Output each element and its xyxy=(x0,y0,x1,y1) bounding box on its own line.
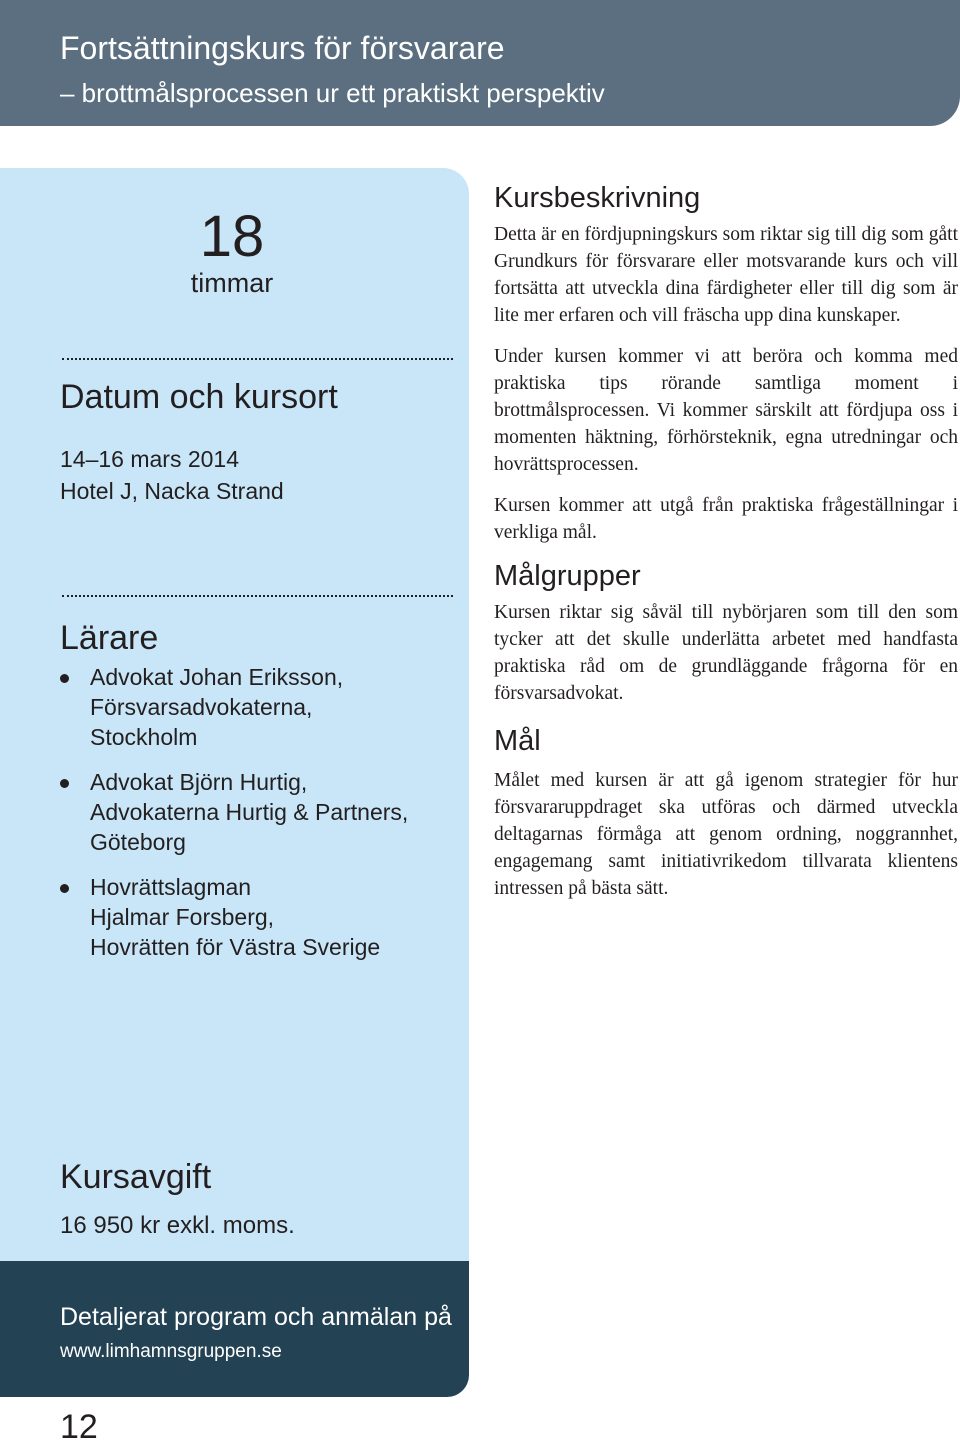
goal-paragraph: Målet med kursen är att gå igenom strategier för hur försvararuppdraget ska utföras och därmed utveckla deltagarnas förmåga att genom ordning, noggrannhet, engagemang samt initiativrikedom tillvarata klientens intressen på bästa sätt. xyxy=(494,770,958,899)
description-paragraph: Kursen kommer att utgå från praktiska frågeställningar i verkliga mål. xyxy=(494,495,958,543)
teacher-line: Hovrättslagman xyxy=(90,874,252,900)
signup-footer xyxy=(0,1261,469,1397)
goal-heading: Mål xyxy=(494,725,541,757)
hours-unit: timmar xyxy=(190,268,274,298)
target-paragraph: Kursen riktar sig såväl till nybörjaren som till den som tycker att det skulle underlätta arbetet med handfasta praktiska råd om de grundläggande frågorna för en försvarsadvokat. xyxy=(494,602,958,704)
teacher-line: Hovrätten för Västra Sverige xyxy=(90,934,381,960)
teacher-item xyxy=(60,767,408,857)
teacher-line: Stockholm xyxy=(90,724,198,750)
main-content xyxy=(494,178,958,902)
teacher-item xyxy=(60,872,408,962)
dotted-divider xyxy=(62,358,453,360)
signup-text: Detaljerat program och anmälan på xyxy=(60,1303,452,1331)
teacher-line: Advokat Johan Eriksson, xyxy=(90,664,344,690)
fee-heading: Kursavgift xyxy=(60,1158,212,1196)
teacher-item xyxy=(60,662,408,752)
course-title: Fortsättningskurs för försvarare xyxy=(60,30,505,66)
teacher-line: Försvarsadvokaterna, xyxy=(90,694,313,720)
course-fee: 16 950 kr exkl. moms. xyxy=(60,1212,295,1239)
dotted-divider xyxy=(62,595,453,597)
bullet-icon xyxy=(60,779,69,788)
signup-link[interactable]: www.limhamnsgruppen.se xyxy=(60,1341,282,1362)
course-date: 14–16 mars 2014 xyxy=(60,446,240,472)
course-location: Hotel J, Nacka Strand xyxy=(60,478,284,504)
teachers-list xyxy=(60,662,408,977)
description-heading: Kursbeskrivning xyxy=(494,182,701,214)
teacher-line: Göteborg xyxy=(90,829,186,855)
hours-value: 18 xyxy=(199,204,265,269)
bullet-icon xyxy=(60,674,69,683)
teacher-line: Advokaterna Hurtig & Partners, xyxy=(90,799,409,825)
teacher-line: Advokat Björn Hurtig, xyxy=(90,769,308,795)
description-paragraph: Under kursen kommer vi att beröra och komma med praktiska tips rörande samtliga moment i brottmålsprocessen. Vi kommer särskilt att fördjupa oss i momenten häktning, förhörsteknik, egna utredningar och hovrättsprocessen. xyxy=(494,346,958,475)
course-subtitle: – brottmålsprocessen ur ett praktiskt perspektiv xyxy=(60,78,605,108)
bullet-icon xyxy=(60,884,69,893)
target-heading: Målgrupper xyxy=(494,560,641,592)
description-paragraph: Detta är en fördjupningskurs som riktar sig till dig som gått Grundkurs för försvarare eller motsvarande kurs och vill fortsätta att utveckla dina färdigheter eller till dig som är lite mer erfaren och vill fräscha upp dina kunskaper. xyxy=(494,224,958,326)
page-number: 12 xyxy=(60,1408,98,1446)
date-heading: Datum och kursort xyxy=(60,378,338,416)
teachers-heading: Lärare xyxy=(60,619,159,657)
teacher-line: Hjalmar Forsberg, xyxy=(90,904,275,930)
header-banner xyxy=(0,0,960,126)
